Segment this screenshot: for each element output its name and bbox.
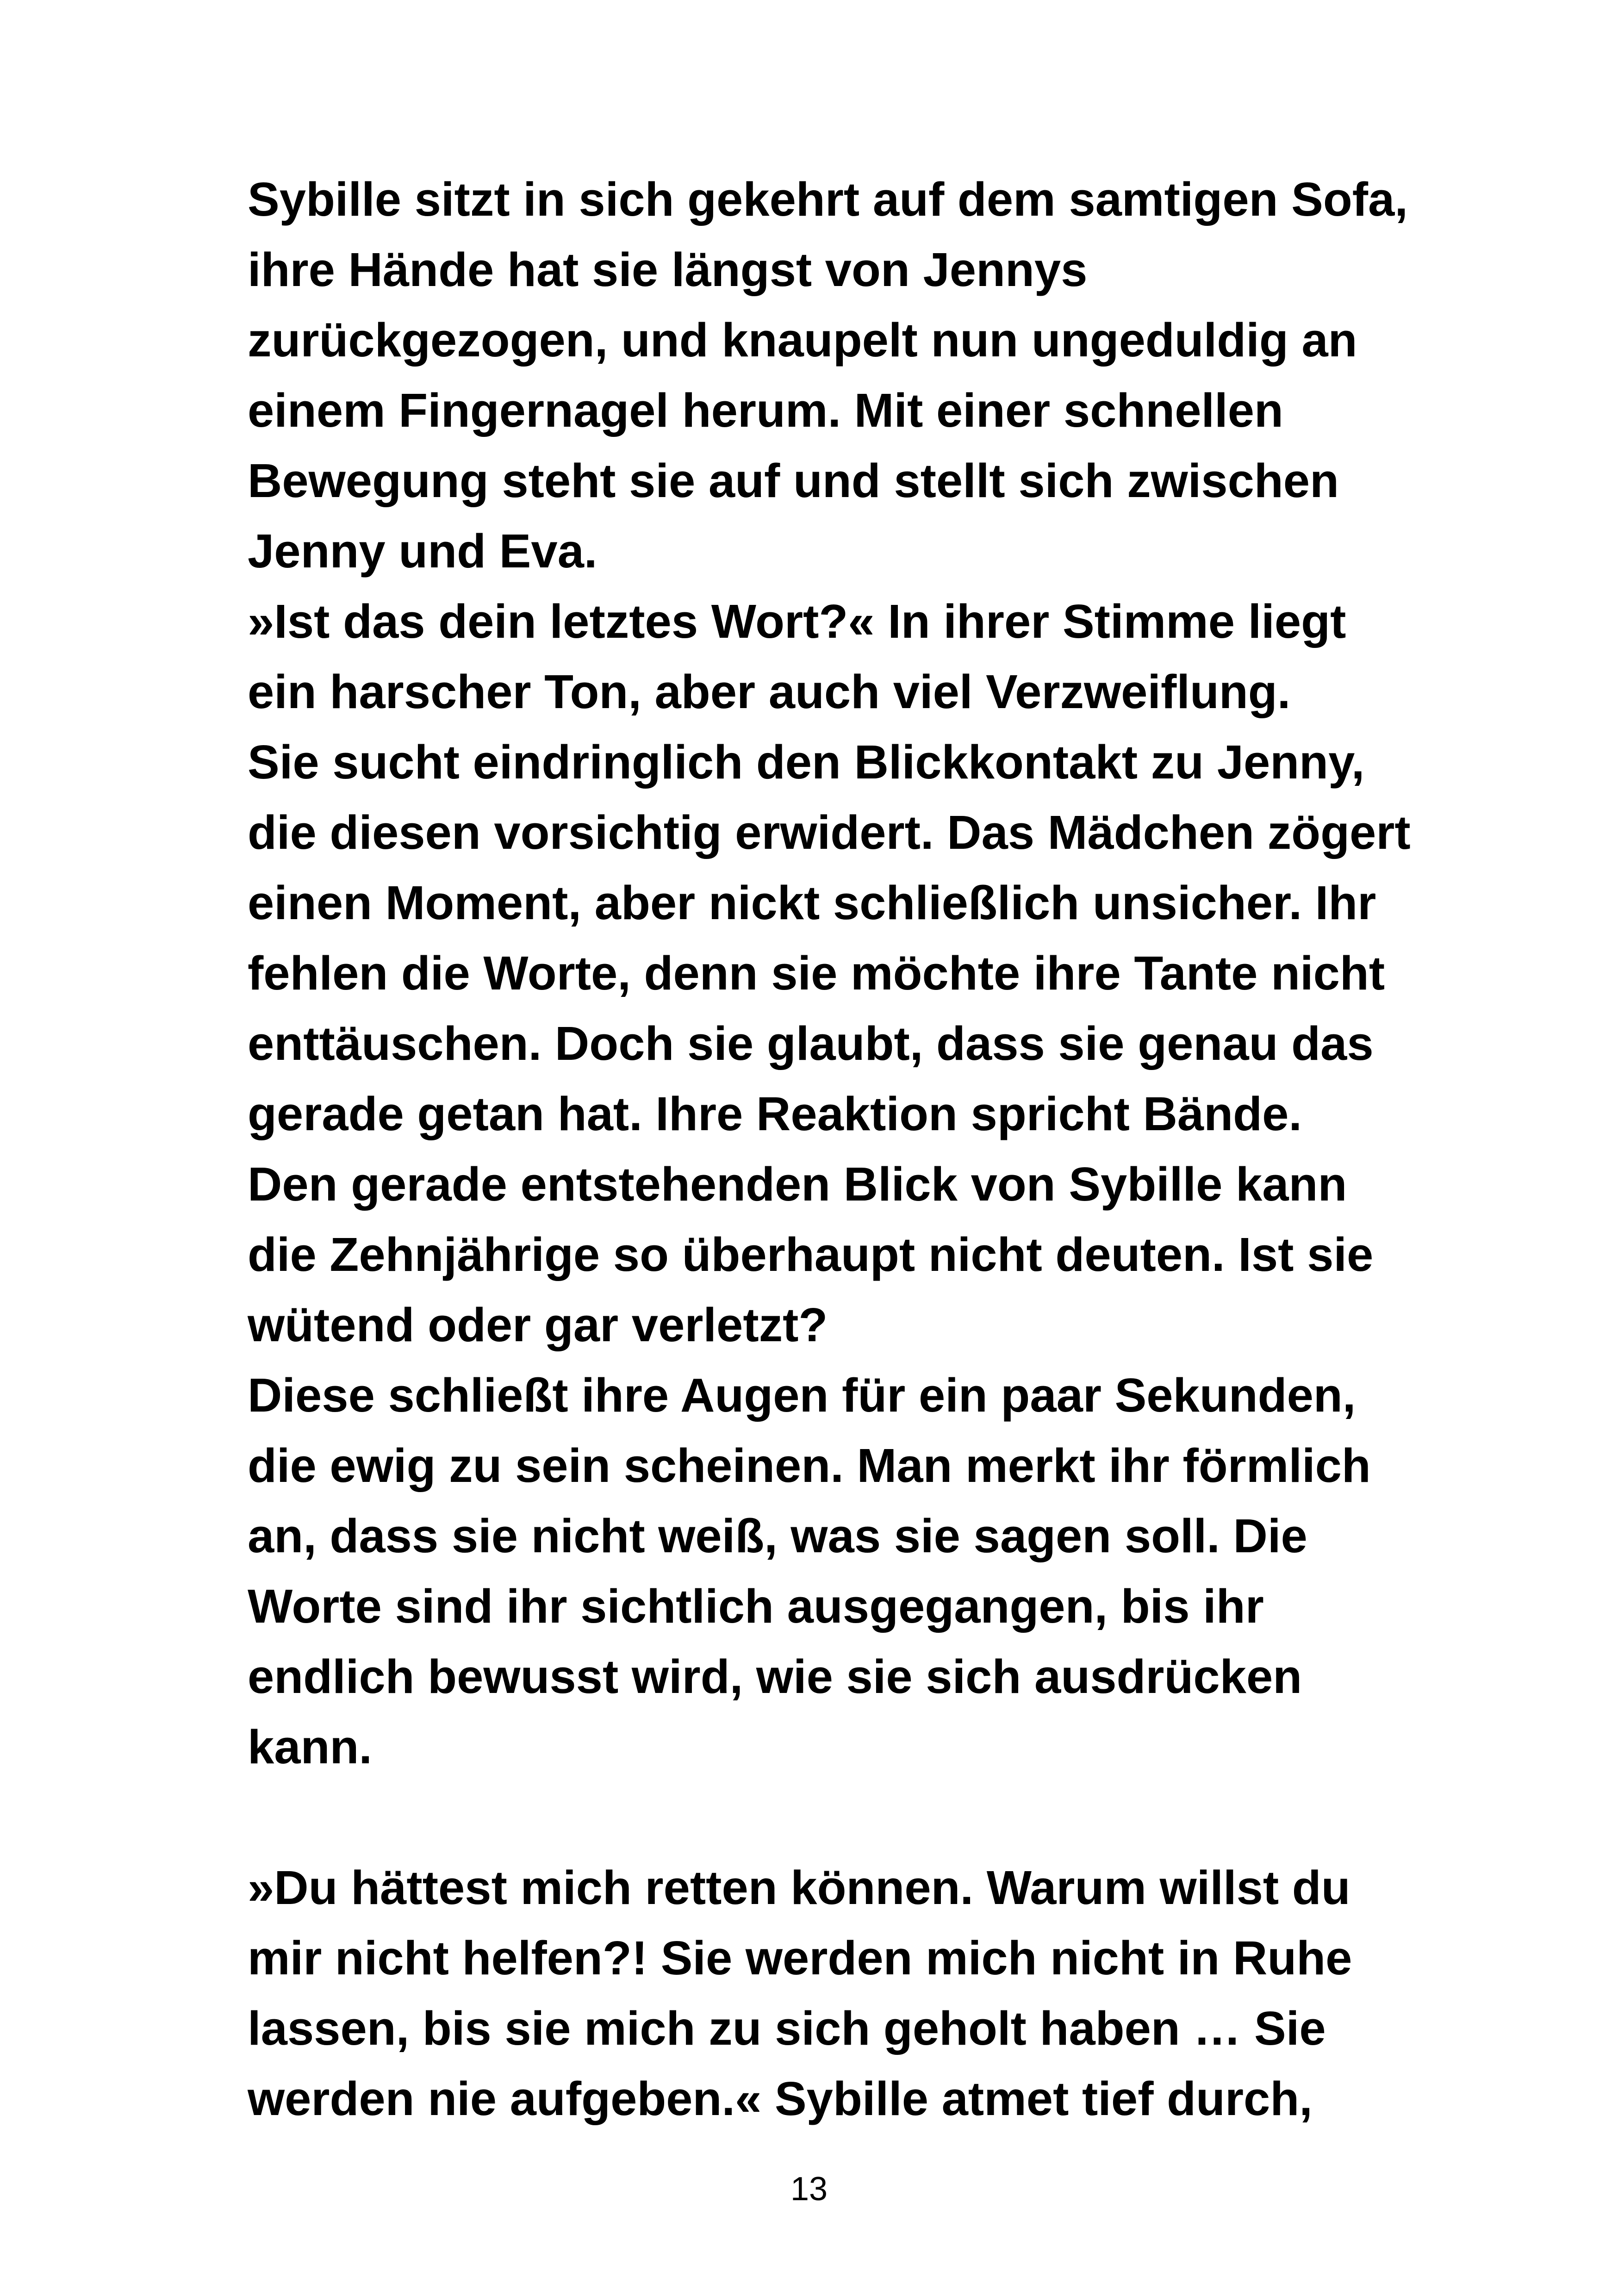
text-line: Bewegung steht sie auf und stellt sich zwischen xyxy=(248,454,1339,507)
text-line: Worte sind ihr sichtlich ausgegangen, bis ihr xyxy=(248,1580,1264,1633)
text-line: mir nicht helfen?! Sie werden mich nicht in Ruhe xyxy=(248,1931,1352,1985)
text-line: einem Fingernagel herum. Mit einer schnellen xyxy=(248,384,1283,437)
text-line: einen Moment, aber nickt schließlich unsicher. Ihr xyxy=(248,876,1376,929)
text-line: Diese schließt ihre Augen für ein paar Sekunden, xyxy=(248,1369,1356,1422)
text-line: ihre Hände hat sie längst von Jennys xyxy=(248,243,1088,296)
text-line: »Ist das dein letztes Wort?« In ihrer Stimme liegt xyxy=(248,595,1346,648)
text-line: Sybille sitzt in sich gekehrt auf dem samtigen Sofa, xyxy=(248,173,1408,226)
text-line: gerade getan hat. Ihre Reaktion spricht Bände. xyxy=(248,1087,1302,1140)
text-line: ein harscher Ton, aber auch viel Verzweiflung. xyxy=(248,665,1291,718)
text-line: Den gerade entstehenden Blick von Sybille kann xyxy=(248,1157,1347,1211)
text-line: zurückgezogen, und knaupelt nun ungeduldig an xyxy=(248,313,1357,367)
text-line: fehlen die Worte, denn sie möchte ihre Tante nicht xyxy=(248,946,1385,1000)
text-line: lassen, bis sie mich zu sich geholt haben … Sie xyxy=(248,2002,1326,2055)
text-line: wütend oder gar verletzt? xyxy=(248,1298,828,1351)
text-line: Jenny und Eva. xyxy=(248,524,597,578)
text-line: enttäuschen. Doch sie glaubt, dass sie genau das xyxy=(248,1017,1374,1070)
text-line: »Du hättest mich retten können. Warum willst du xyxy=(248,1861,1350,1914)
text-line: die diesen vorsichtig erwidert. Das Mädchen zögert xyxy=(248,806,1411,859)
paragraph-gap xyxy=(248,1782,1534,1853)
body-text xyxy=(248,164,1534,2134)
text-line: werden nie aufgeben.« Sybille atmet tief durch, xyxy=(248,2072,1313,2125)
text-line: die Zehnjährige so überhaupt nicht deuten. Ist sie xyxy=(248,1228,1374,1281)
text-line: die ewig zu sein scheinen. Man merkt ihr förmlich xyxy=(248,1439,1371,1492)
text-line: endlich bewusst wird, wie sie sich ausdrücken xyxy=(248,1650,1302,1703)
text-line: Sie sucht eindringlich den Blickkontakt zu Jenny, xyxy=(248,735,1365,789)
page-number: 13 xyxy=(790,2171,828,2208)
text-line: an, dass sie nicht weiß, was sie sagen soll. Die xyxy=(248,1509,1307,1562)
text-line: kann. xyxy=(248,1720,373,1773)
